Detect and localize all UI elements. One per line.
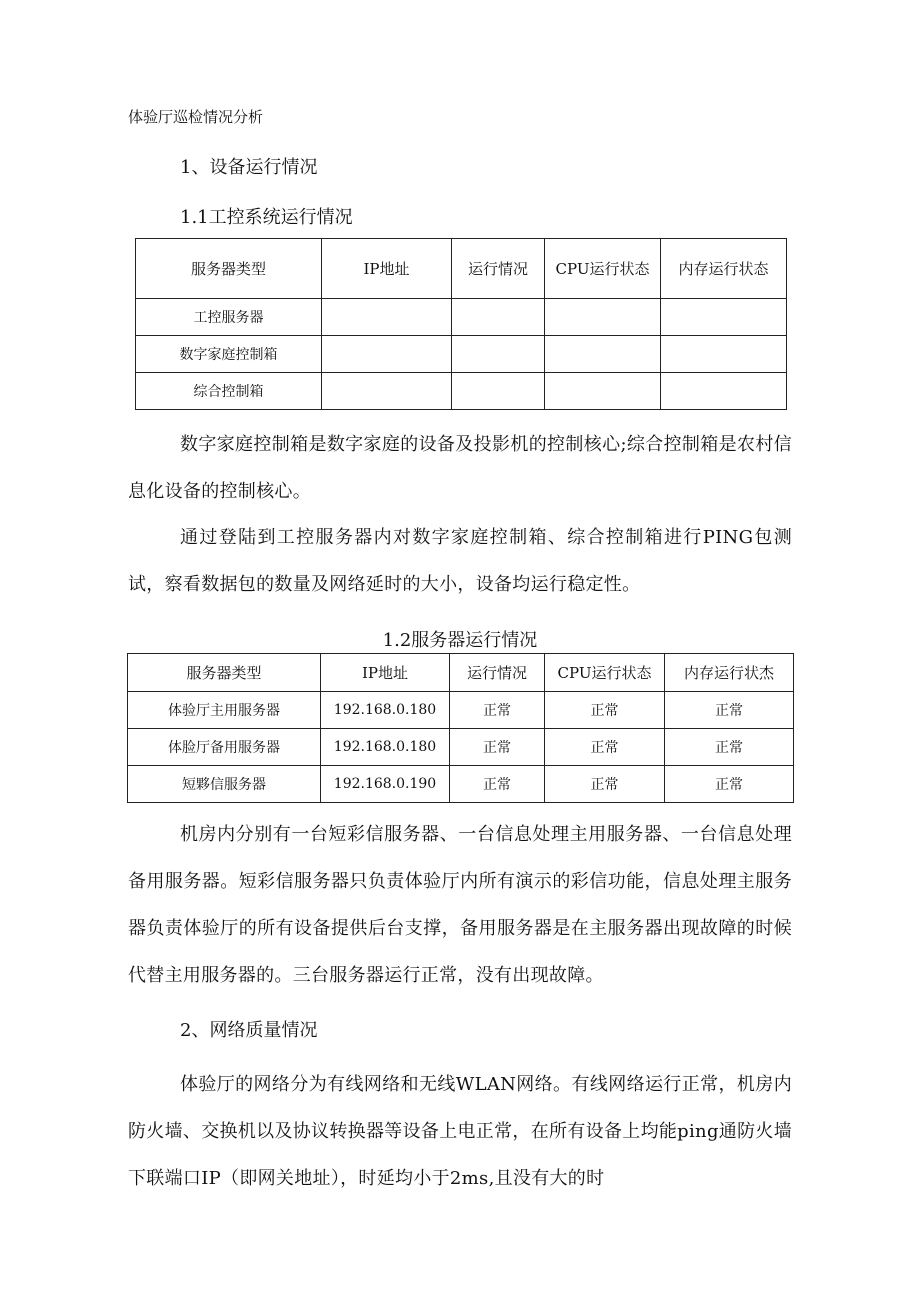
table-cell: 正常	[545, 766, 665, 803]
table-cell	[661, 299, 787, 336]
table-row	[136, 299, 787, 336]
section-1-2-heading: 1.2服务器运行情况	[382, 630, 538, 651]
table-header-row	[128, 654, 794, 692]
header-run-status: 运行情况	[450, 654, 545, 692]
table-cell	[322, 336, 452, 373]
table-cell: 正常	[450, 766, 545, 803]
section-1-heading: 1、设备运行情况	[180, 157, 318, 178]
header-memory-status: 内存运行状态	[661, 239, 787, 299]
table-cell	[661, 336, 787, 373]
table-row	[136, 373, 787, 410]
header-cpu-status: CPU运行状态	[545, 654, 665, 692]
header-memory-status: 内存运行状杰	[665, 654, 794, 692]
table-cell: 综合控制箱	[136, 373, 322, 410]
paragraph-ping-test: 通过登陆到工控服务器内对数字家庭控制箱、综合控制箱进行PING包测试，察看数据包的数量及网络延时的大小，设备均运行稳定性。	[128, 527, 792, 595]
table-cell	[545, 299, 661, 336]
table-cell: 正常	[545, 692, 665, 729]
section-2-heading: 2、网络质量情况	[180, 1020, 318, 1041]
header-server-type: 服务器类型	[136, 239, 322, 299]
table-cell: 正常	[665, 766, 794, 803]
table-cell: 正常	[665, 692, 794, 729]
header-ip-address: IP地址	[322, 239, 452, 299]
table-cell: 192.168.0.190	[321, 766, 450, 803]
table-cell	[322, 373, 452, 410]
table-cell: 短夥信服务器	[128, 766, 321, 803]
table-header-row	[136, 239, 787, 299]
table-cell	[452, 373, 545, 410]
table-cell	[452, 336, 545, 373]
table-cell: 体脸厅备用服务器	[128, 729, 321, 766]
table-cell: 正常	[450, 692, 545, 729]
table-cell: 工控服务器	[136, 299, 322, 336]
server-status-table	[127, 653, 794, 803]
table-cell: 192.168.0.180	[321, 692, 450, 729]
document-title: 体验厅巡检情况分析	[128, 108, 264, 126]
header-ip-address: IP地址	[321, 654, 450, 692]
paragraph-network-quality: 体验厅的网络分为有线网络和无线WLAN网络。有线网络运行正常，机房内防火墙、交换机以及协议转换器等设备上电正常，在所有设备上均能ping通防火墙下联端口IP（即网关地址），时延均小于2ms,且没有大的时	[128, 1074, 792, 1189]
section-1-1-heading: 1.1工控系统运行情况	[180, 207, 353, 228]
table-cell	[545, 373, 661, 410]
paragraph-server-room: 机房内分别有一台短彩信服务器、一台信息处理主用服务器、一台信息处理备用服务器。短彩信服务器只负责体验厅内所有演示的彩信功能，信息处理主服务器负责体验厅的所有设备提供后台支撑，备用服务器是在主服务器出现故障的时候代替主用服务器的。三台服务器运行正常，没有出现故障。	[128, 824, 792, 986]
table-row	[136, 336, 787, 373]
header-run-status: 运行情况	[452, 239, 545, 299]
header-cpu-status: CPU运行状态	[545, 239, 661, 299]
table-cell	[661, 373, 787, 410]
table-cell: 正常	[545, 729, 665, 766]
header-server-type: 服务器类型	[128, 654, 321, 692]
table-cell	[452, 299, 545, 336]
industrial-control-table	[135, 238, 787, 410]
table-row	[128, 729, 794, 766]
table-row	[128, 692, 794, 729]
paragraph-control-box-description: 数字家庭控制箱是数字家庭的设备及投影机的控制核心;综合控制箱是农村信息化设备的控制核心。	[128, 434, 792, 502]
table-cell: 正常	[665, 729, 794, 766]
table-cell	[322, 299, 452, 336]
table-cell: 体验厅主用服务器	[128, 692, 321, 729]
table-cell: 192.168.0.180	[321, 729, 450, 766]
table-cell: 正常	[450, 729, 545, 766]
table-row	[128, 766, 794, 803]
table-cell: 数字家庭控制箱	[136, 336, 322, 373]
table-cell	[545, 336, 661, 373]
